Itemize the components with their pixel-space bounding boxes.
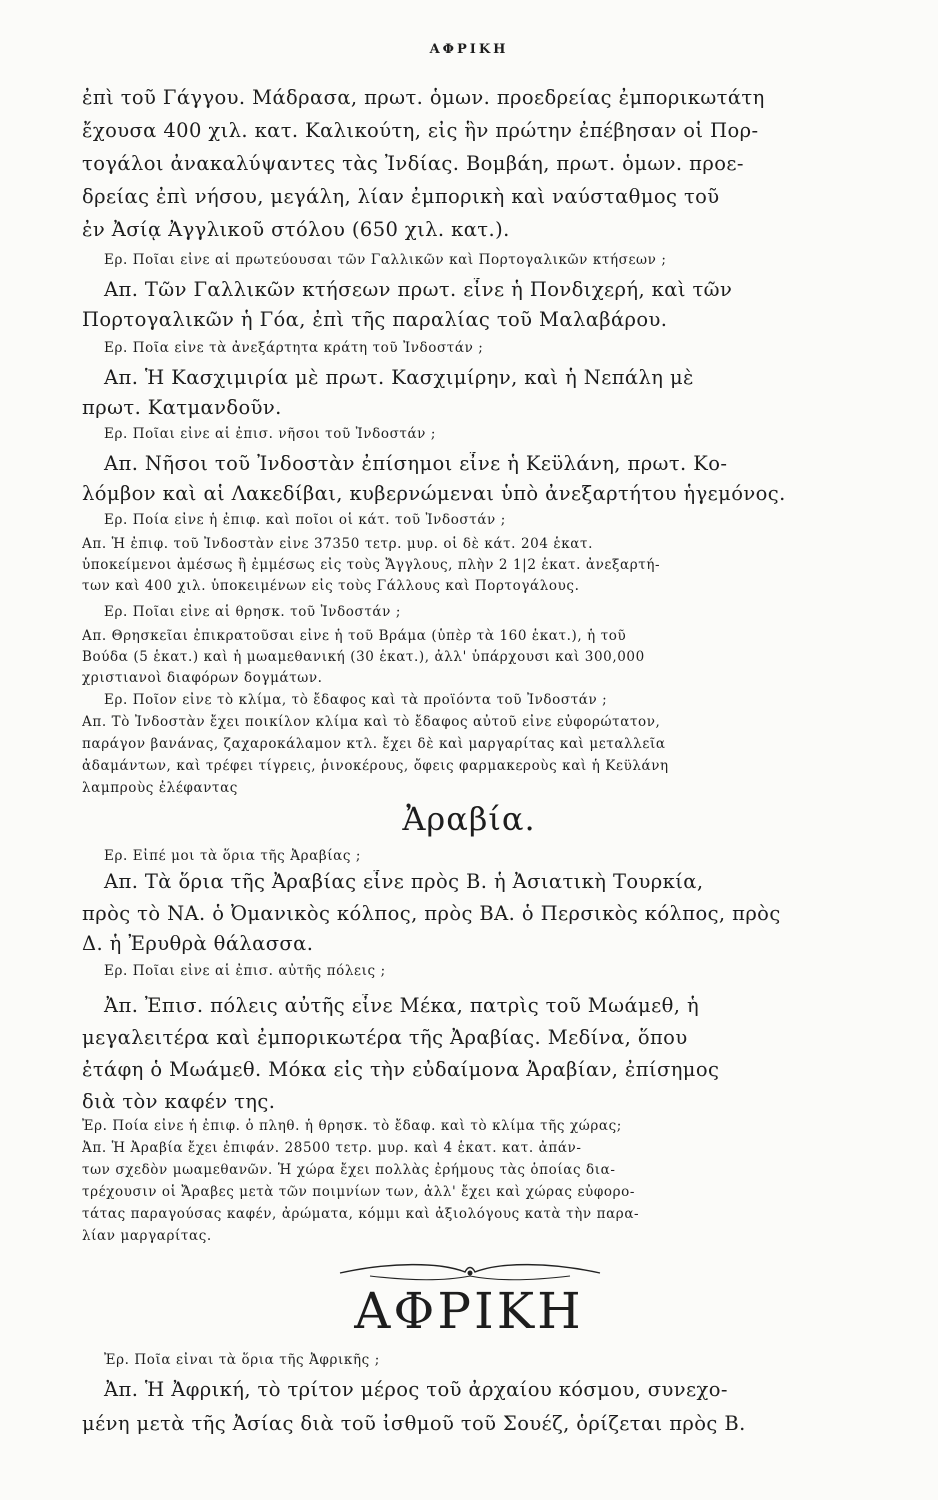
question-line: Ερ. Ποῖαι εἶνε αἱ ἐπισ. νῆσοι τοῦ Ἰνδοστάν ; — [104, 426, 437, 442]
text-line: μένη μετὰ τῆς Ἀσίας διὰ τοῦ ἰσθμοῦ τοῦ Σουέζ, ὁρίζεται πρὸς Β. — [82, 1412, 746, 1435]
text-line: τρέχουσιν οἱ Ἄραβες μετὰ τῶν ποιμνίων των, ἀλλ' ἔχει καὶ χώρας εὐφορο- — [82, 1184, 636, 1200]
text-line: Βούδα (5 ἑκατ.) καὶ ἡ μωαμεθανική (30 ἑκατ.), ἀλλ' ὑπάρχουσι καὶ 300,000 — [82, 649, 645, 665]
text-line: ὑποκείμενοι ἀμέσως ἢ ἐμμέσως εἰς τοὺς Ἄγγλους, πλὴν 2 1|2 ἑκατ. ἀνεξαρτή- — [82, 557, 661, 573]
text-line: χριστιανοὶ διαφόρων δογμάτων. — [82, 670, 323, 686]
section-heading-africa: ΑΦΡΙΚΗ — [354, 1282, 584, 1340]
question-line: Ερ. Εἰπέ μοι τὰ ὅρια τῆς Ἀραβίας ; — [104, 848, 362, 864]
answer-line: Απ. Ἡ Κασχιμιρία μὲ πρωτ. Κασχιμίρην, καὶ ἡ Νεπάλη μὲ — [104, 366, 694, 389]
question-line: Ερ. Ποῖαι εἶνε αἱ πρωτεύουσαι τῶν Γαλλικῶν καὶ Πορτογαλικῶν κτήσεων ; — [104, 252, 667, 268]
question-line: Ερ. Ποῖαι εἶνε αἱ ἐπισ. αὐτῆς πόλεις ; — [104, 963, 386, 979]
text-line: Δ. ἡ Ἐρυθρὰ θάλασσα. — [82, 932, 314, 955]
text-line: λαμπροὺς ἐλέφαντας — [82, 780, 238, 796]
question-line: Ερ. Ποῖα εἶνε τὰ ἀνεξάρτητα κράτη τοῦ Ἰνδοστάν ; — [104, 340, 484, 356]
answer-line: Ἀπ. Ἡ Ἀραβία ἔχει ἐπιφάν. 28500 τετρ. μυρ. καὶ 4 ἑκατ. κατ. ἀπάν- — [82, 1140, 582, 1156]
answer-line: Απ. Ἡ ἐπιφ. τοῦ Ἰνδοστὰν εἶνε 37350 τετρ. μυρ. οἱ δὲ κάτ. 204 ἑκατ. — [82, 536, 593, 552]
text-line: τογάλοι ἀνακαλύψαντες τὰς Ἰνδίας. Βομβάη, πρωτ. ὁμων. προε- — [82, 152, 744, 175]
text-line: ἐτάφη ὁ Μωάμεθ. Μόκα εἰς τὴν εὐδαίμονα Ἀραβίαν, ἐπίσημος — [82, 1058, 720, 1081]
answer-line: Απ. Τὰ ὅρια τῆς Ἀραβίας εἶνε πρὸς Β. ἡ Ἀσιατικὴ Τουρκία, — [104, 870, 704, 893]
text-line: ἐπὶ τοῦ Γάγγου. Μάδρασα, πρωτ. ὁμων. προεδρείας ἐμπορικωτάτη — [82, 86, 765, 109]
answer-line: Ἀπ. Ἐπισ. πόλεις αὐτῆς εἶνε Μέκα, πατρὶς τοῦ Μωάμεθ, ἡ — [104, 994, 700, 1017]
text-line: παράγον βανάνας, ζαχαροκάλαμον κτλ. ἔχει δὲ καὶ μαργαρίτας καὶ μεταλλεῖα — [82, 736, 666, 752]
text-line: Πορτογαλικῶν ἡ Γόα, ἐπὶ τῆς παραλίας τοῦ Μαλαβάρου. — [82, 308, 668, 331]
text-line: πρωτ. Κατμανδοῦν. — [82, 396, 282, 419]
text-line: δρείας ἐπὶ νήσου, μεγάλη, λίαν ἐμπορικὴ καὶ ναύσταθμος τοῦ — [82, 185, 720, 208]
text-line: πρὸς τὸ ΝΑ. ὁ Ὀμανικὸς κόλπος, πρὸς ΒΑ. ὁ Περσικὸς κόλπος, πρὸς — [82, 902, 781, 925]
question-line: Ερ. Ποῖον εἶνε τὸ κλίμα, τὸ ἔδαφος καὶ τὰ προϊόντα τοῦ Ἰνδοστάν ; — [104, 692, 608, 708]
answer-line: Απ. Θρησκεῖαι ἐπικρατοῦσαι εἶνε ἡ τοῦ Βράμα (ὑπὲρ τὰ 160 ἑκατ.), ἡ τοῦ — [82, 628, 627, 644]
answer-line: Απ. Τὸ Ἰνδοστὰν ἔχει ποικίλον κλίμα καὶ τὸ ἔδαφος αὐτοῦ εἶνε εὐφορώτατον, — [82, 714, 661, 730]
text-line: ἐν Ἀσίᾳ Ἀγγλικοῦ στόλου (650 χιλ. κατ.). — [82, 218, 510, 241]
text-line: ἔχουσα 400 χιλ. κατ. Καλικούτη, εἰς ἣν πρώτην ἐπέβησαν οἱ Πορ- — [82, 119, 759, 142]
text-line: λόμβον καὶ αἱ Λακεδίβαι, κυβερνώμεναι ὑπὸ ἀνεξαρτήτου ἡγεμόνος. — [82, 482, 786, 505]
question-line: Ἐρ. Ποῖα εἶναι τὰ ὅρια τῆς Ἀφρικῆς ; — [104, 1352, 380, 1368]
question-line: Ερ. Ποία εἶνε ἡ ἐπιφ. καὶ ποῖοι οἱ κάτ. τοῦ Ἰνδοστάν ; — [104, 512, 506, 528]
running-head: ΑΦΡΙΚΗ — [429, 42, 509, 57]
text-line: ἀδαμάντων, καὶ τρέφει τίγρεις, ῥινοκέρους, ὄφεις φαρμακεροὺς καὶ ἡ Κεϋλάνη — [82, 758, 669, 774]
answer-line: Απ. Νῆσοι τοῦ Ἰνδοστὰν ἐπίσημοι εἶνε ἡ Κεϋλάνη, πρωτ. Κο- — [104, 452, 728, 475]
question-line: Ερ. Ποῖαι εἶνε αἱ θρησκ. τοῦ Ἰνδοστάν ; — [104, 604, 401, 620]
section-heading-arabia: Ἀραβία. — [402, 800, 536, 838]
text-line: των σχεδὸν μωαμεθανῶν. Ἡ χώρα ἔχει πολλὰς ἐρήμους τὰς ὁποίας δια- — [82, 1162, 616, 1178]
text-line: διὰ τὸν καφέν της. — [82, 1090, 276, 1113]
text-line: των καὶ 400 χιλ. ὑποκειμένων εἰς τοὺς Γάλλους καὶ Πορτογάλους. — [82, 578, 580, 594]
answer-line: Ἀπ. Ἡ Ἀφρική, τὸ τρίτον μέρος τοῦ ἀρχαίου κόσμου, συνεχο- — [104, 1378, 728, 1401]
answer-line: Απ. Τῶν Γαλλικῶν κτήσεων πρωτ. εἶνε ἡ Πονδιχερή, καὶ τῶν — [104, 278, 733, 301]
text-line: μεγαλειτέρα καὶ ἐμπορικωτέρα τῆς Ἀραβίας. Μεδίνα, ὅπου — [82, 1026, 688, 1049]
question-line: Ἐρ. Ποία εἶνε ἡ ἐπιφ. ὁ πληθ. ἡ θρησκ. τὸ ἔδαφ. καὶ τὸ κλίμα τῆς χώρας; — [82, 1118, 622, 1134]
text-line: τάτας παραγούσας καφέν, ἀρώματα, κόμμι καὶ ἀξιολόγους κατὰ τὴν παρα- — [82, 1206, 640, 1222]
text-line: λίαν μαργαρίτας. — [82, 1228, 212, 1244]
